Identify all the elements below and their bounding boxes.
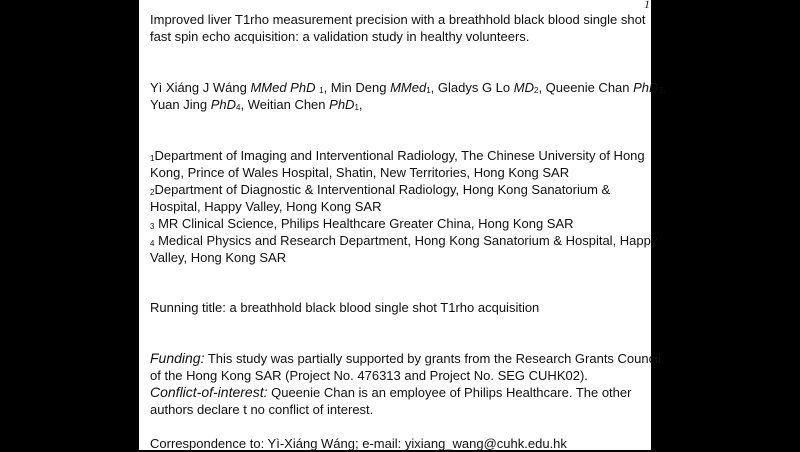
affiliation-1-cont: Kong, Prince of Wales Hospital, Shatin, New Territories, Hong Kong SAR bbox=[150, 165, 570, 180]
affiliation-2-cont: Hospital, Happy Valley, Hong Kong SAR bbox=[150, 199, 382, 214]
author-sep: , bbox=[662, 80, 667, 95]
author-sep: , bbox=[538, 80, 546, 95]
funding-line-1 bbox=[150, 350, 661, 367]
author-name: Weitian Chen bbox=[247, 97, 326, 112]
affiliation-number: 4 bbox=[150, 239, 155, 248]
funding-text: This study was partially supported by grants from the Research Grants Council bbox=[204, 351, 661, 366]
author-degree: PhD bbox=[210, 97, 237, 112]
conflict-line-1 bbox=[150, 384, 661, 401]
running-title: Running title: a breathhold black blood single shot T1rho acquisition bbox=[150, 300, 540, 315]
author-affil: 2 bbox=[533, 86, 539, 95]
affiliation-number: 1 bbox=[150, 154, 155, 163]
affiliation-text: Medical Physics and Research Department, Hong Kong Sanatorium & Hospital, Happy bbox=[154, 233, 658, 248]
author-name: Gladys G Lo bbox=[437, 80, 511, 95]
title-line-2: fast spin echo acquisition: a validation study in healthy volunteers. bbox=[150, 29, 530, 44]
title-line-1: Improved liver T1rho measurement precision with a breathhold black blood single shot bbox=[150, 12, 646, 27]
author-sep: , bbox=[323, 80, 331, 95]
affiliation-3 bbox=[150, 215, 657, 232]
affiliation-list bbox=[150, 147, 657, 266]
author-degree: PhD bbox=[329, 97, 355, 112]
funding-label: Funding: bbox=[150, 350, 205, 366]
conflict-label: Conflict-of-interest: bbox=[150, 384, 268, 400]
funding-line-2: of the Hong Kong SAR (Project No. 476313 and Project No. SEG CUHK02). bbox=[150, 368, 588, 383]
author-affil: 4 bbox=[236, 103, 241, 112]
author-degree: MMed bbox=[390, 80, 427, 95]
author-degree: MMed PhD bbox=[250, 80, 316, 95]
author-sep: , bbox=[430, 80, 438, 95]
page-number: 1 bbox=[644, 0, 650, 11]
author-name: Queenie Chan bbox=[545, 80, 630, 95]
affiliation-number: 3 bbox=[150, 222, 155, 231]
author-name: Yuan Jing bbox=[150, 97, 208, 112]
author-degree: MD bbox=[513, 80, 534, 95]
author-affil: 1 bbox=[426, 86, 431, 95]
author-line-2 bbox=[150, 96, 667, 113]
affiliation-2 bbox=[150, 181, 657, 198]
affiliation-number: 2 bbox=[150, 188, 155, 197]
author-sep: , bbox=[240, 97, 248, 112]
affiliation-4 bbox=[150, 232, 657, 249]
author-affil: 1 bbox=[319, 86, 324, 95]
author-affil: 1 bbox=[354, 103, 359, 112]
funding-section bbox=[150, 350, 661, 418]
affiliation-text: Department of Diagnostic & Interventional Radiology, Hong Kong Sanatorium & bbox=[154, 182, 611, 197]
author-affil: 3 bbox=[658, 86, 663, 95]
correspondence: Correspondence to: Yì-Xiáng Wáng; e-mail: yixiang_wang@cuhk.edu.hk bbox=[150, 436, 567, 451]
conflict-line-2: authors declare t no conflict of interest. bbox=[150, 402, 374, 417]
affiliation-text: MR Clinical Science, Philips Healthcare Greater China, Hong Kong SAR bbox=[154, 216, 574, 231]
conflict-text: Queenie Chan is an employee of Philips Healthcare. The other bbox=[267, 385, 632, 400]
author-list bbox=[150, 79, 667, 113]
author-name: Min Deng bbox=[330, 80, 387, 95]
author-degree: PhD bbox=[633, 80, 659, 95]
affiliation-4-cont: Valley, Hong Kong SAR bbox=[150, 250, 287, 265]
author-sep: , bbox=[358, 97, 363, 112]
author-name: Yì Xiáng J Wáng bbox=[150, 80, 247, 95]
affiliation-1 bbox=[150, 147, 657, 164]
paper-title bbox=[150, 11, 645, 45]
affiliation-text: Department of Imaging and Interventional Radiology, The Chinese University of Hong bbox=[154, 148, 645, 163]
author-line-1 bbox=[150, 79, 667, 96]
